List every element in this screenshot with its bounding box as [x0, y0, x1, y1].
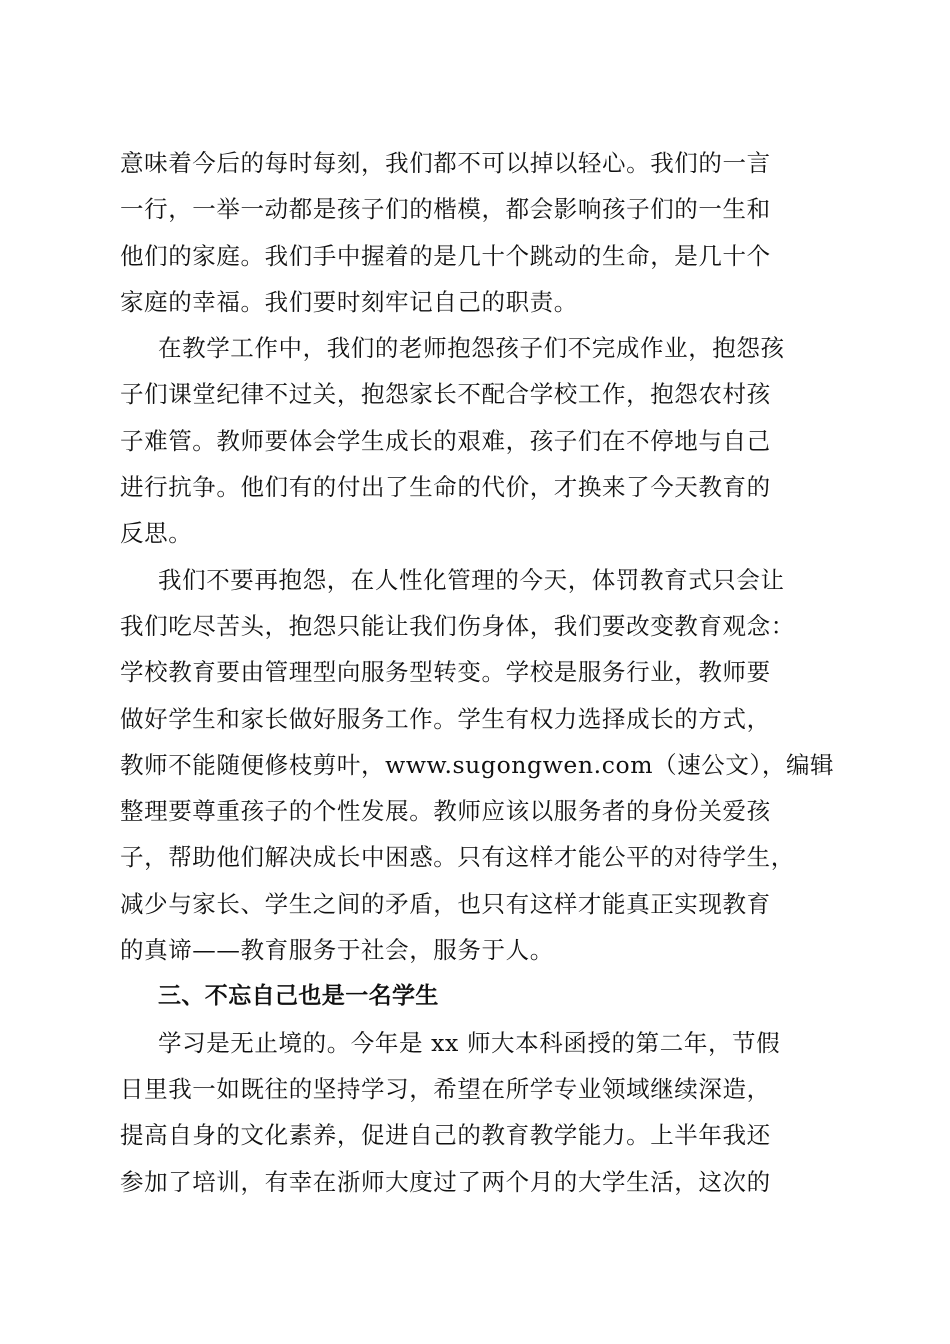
text-line: 日里我一如既往的坚持学习，希望在所学专业领域继续深造， — [120, 1074, 771, 1103]
section-heading: 三、不忘自己也是一名学生 — [158, 983, 439, 1010]
text-line: 一行，一举一动都是孩子们的楷模，都会影响孩子们的一生和 — [120, 195, 771, 224]
text-line: 整理要尊重孩子的个性发展。教师应该以服务者的身份关爱孩 — [120, 797, 771, 826]
text-line: 意味着今后的每时每刻，我们都不可以掉以轻心。我们的一言 — [120, 149, 771, 177]
text-line: 教师不能随便修枝剪叶，www.sugongwen.com（速公文），编辑 — [120, 750, 835, 779]
text-line: 减少与家长、学生之间的矛盾，也只有这样才能真正实现教育 — [120, 889, 771, 918]
text-line: 做好学生和家长做好服务工作。学生有权力选择成长的方式， — [120, 704, 771, 733]
text-line: 反思。 — [120, 519, 193, 548]
paragraph-start-line: 在教学工作中，我们的老师抱怨孩子们不完成作业，抱怨孩 — [158, 334, 785, 363]
text-line: 子，帮助他们解决成长中困惑。只有这样才能公平的对待学生， — [120, 843, 795, 872]
text-line: 我们吃尽苦头，抱怨只能让我们伤身体，我们要改变教育观念： — [120, 611, 795, 640]
text-line: 学校教育要由管理型向服务型转变。学校是服务行业，教师要 — [120, 658, 771, 687]
text-line: 子难管。教师要体会学生成长的艰难，孩子们在不停地与自己 — [120, 426, 771, 455]
text-line: 子们课堂纪律不过关，抱怨家长不配合学校工作，抱怨农村孩 — [120, 380, 771, 409]
paragraph-start-line: 学习是无止境的。今年是 xx 师大本科函授的第二年，节假 — [158, 1028, 781, 1057]
document-body — [120, 140, 835, 1205]
text-line: 他们的家庭。我们手中握着的是几十个跳动的生命，是几十个 — [120, 241, 771, 270]
text-line: 家庭的幸福。我们要时刻牢记自己的职责。 — [120, 287, 578, 316]
text-line: 的真谛——教育服务于社会，服务于人。 — [120, 936, 554, 965]
text-line: 提高自身的文化素养，促进自己的教育教学能力。上半年我还 — [120, 1121, 771, 1150]
text-line: 参加了培训，有幸在浙师大度过了两个月的大学生活，这次的 — [120, 1167, 771, 1196]
paragraph-start-line: 我们不要再抱怨，在人性化管理的今天，体罚教育式只会让 — [158, 565, 785, 594]
text-line: 进行抗争。他们有的付出了生命的代价，才换来了今天教育的 — [120, 473, 771, 502]
